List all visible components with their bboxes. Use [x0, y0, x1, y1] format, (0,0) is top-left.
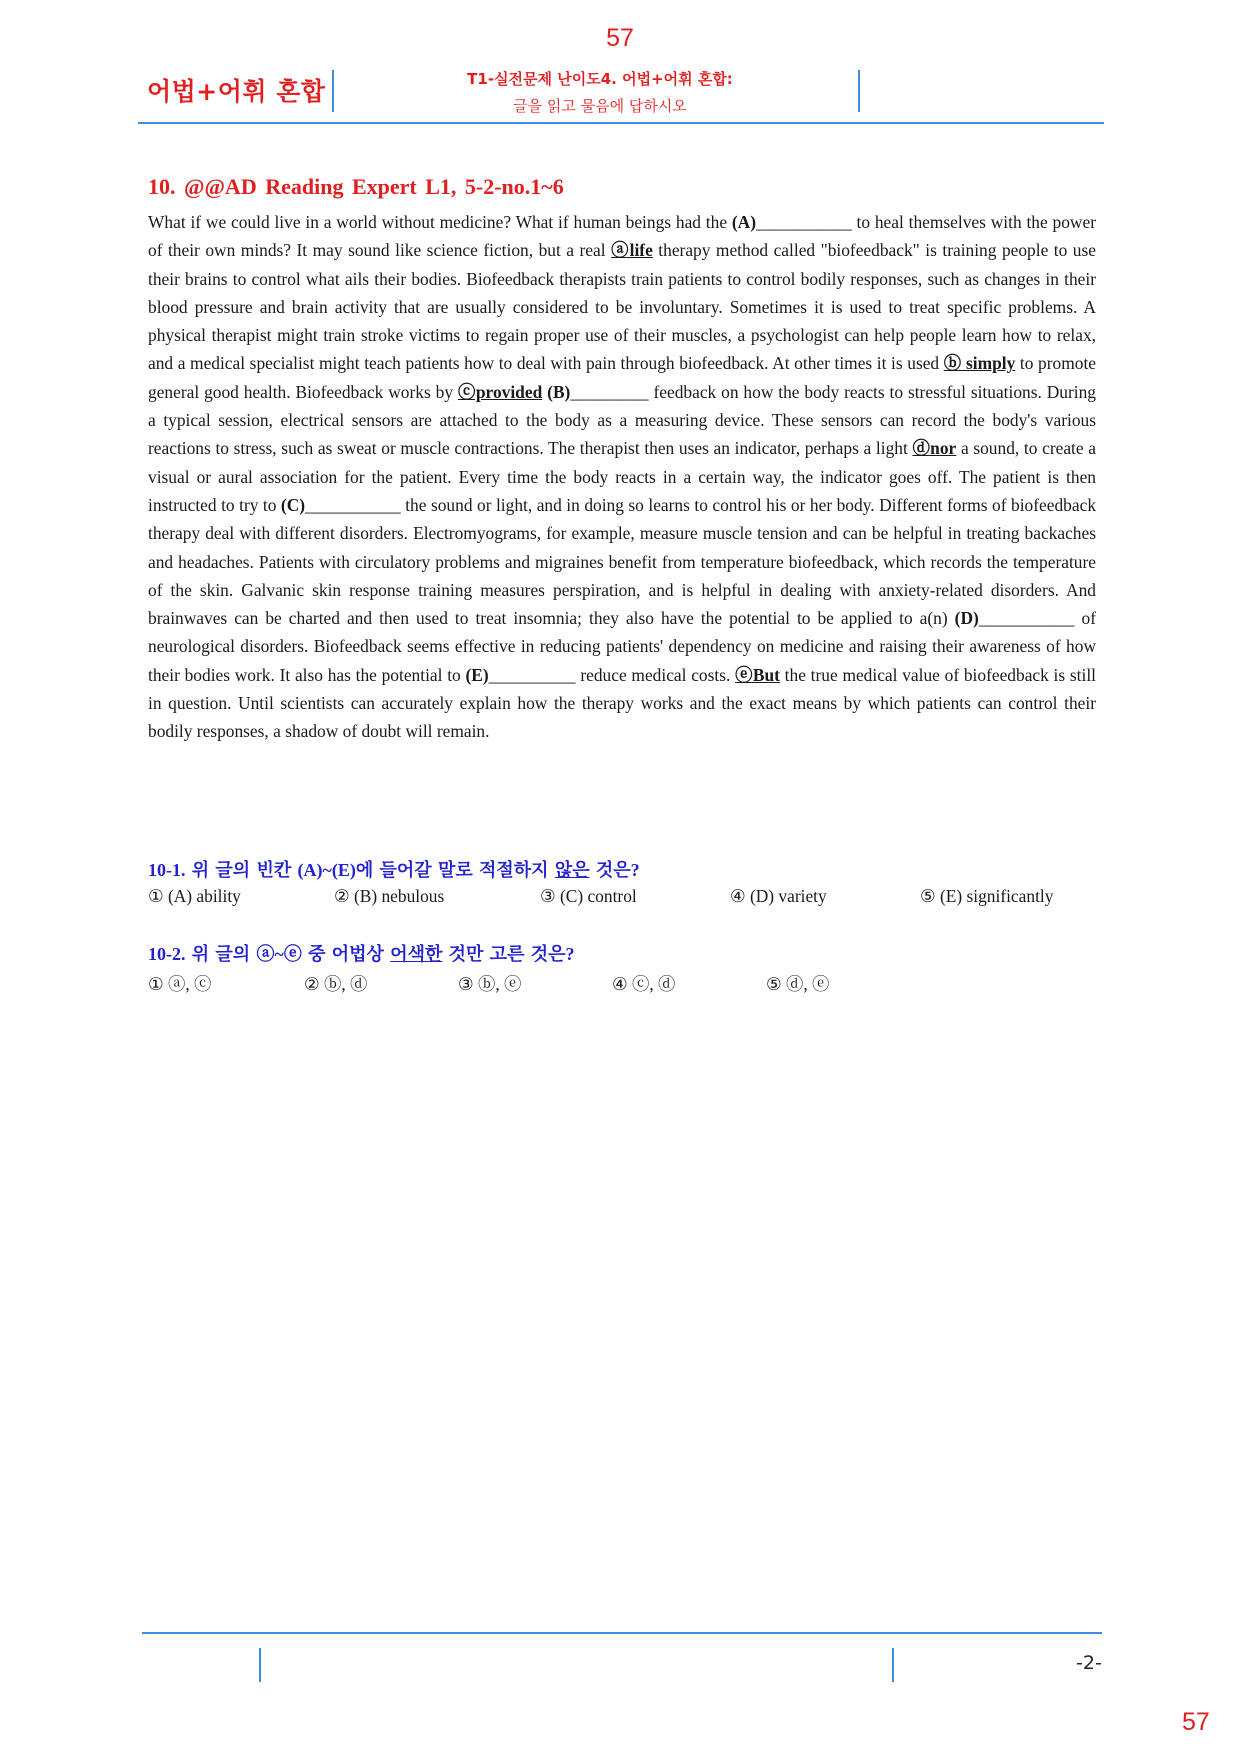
blank-e-label: (E) [465, 664, 489, 685]
blank-b-label: (B) [547, 381, 571, 402]
subtitle-line2: 글을 읽고 물음에 답하시오 [513, 97, 687, 115]
choice-10-1-5[interactable]: ⑤ (E) significantly [920, 886, 1054, 906]
mark-a: ⓐlife [611, 240, 653, 261]
emphasis-awkward: 어색한 [390, 944, 443, 965]
choice-10-1-1[interactable]: ① (A) ability [148, 886, 241, 906]
header-divider-left [332, 70, 334, 112]
question-10-1-stem: 10-1. 위 글의 빈칸 (A)~(E)에 들어갈 말로 적절하지 않은 것은? [148, 860, 640, 881]
page-number-bottom: 57 [1182, 1708, 1210, 1736]
choice-10-1-4[interactable]: ④ (D) variety [730, 886, 827, 906]
page-number-top: 57 [606, 24, 634, 52]
choice-10-2-3[interactable]: ③ ⓑ, ⓔ [458, 974, 522, 994]
blank-d-label: (D) [954, 608, 979, 629]
blank-a: ___________ [756, 212, 852, 232]
choice-10-1-3[interactable]: ③ (C) control [540, 886, 637, 906]
question-10-1-choices [148, 886, 1108, 912]
question-10-2-stem: 10-2. 위 글의 ⓐ~ⓔ 중 어법상 어색한 것만 고른 것은? [148, 944, 575, 965]
choice-10-2-5[interactable]: ⑤ ⓓ, ⓔ [766, 974, 830, 994]
question-title: 10. @@AD Reading Expert L1, 5-2-no.1~6 [148, 174, 564, 199]
mark-b: ⓑ simply [943, 353, 1016, 374]
footer-rule [142, 1632, 1102, 1634]
blank-c: ___________ [305, 494, 401, 515]
choice-10-2-1[interactable]: ① ⓐ, ⓒ [148, 974, 212, 994]
blank-b: _________ [570, 381, 649, 402]
header-subtitle [340, 66, 860, 120]
mark-c: ⓒprovided [457, 381, 543, 402]
question-10-2-choices [148, 970, 1108, 996]
blank-a-label: (A) [731, 212, 757, 232]
subtitle-line1: T1-실전문제 난이도4. 어법+어휘 혼합: [467, 70, 733, 88]
emphasis-not: 않은 [554, 860, 590, 881]
mark-e: ⓔBut [735, 664, 780, 685]
passage-text: What if we could live in a world without medicine? What if human beings had the (A)___________ to heal themselves with the power of their own minds? It may sound like science fiction, but a real ⓐlife therapy method called "biofeedback" is training people to use their brains to control what ails their bodies. Biofeedback therapists train patients to control bodily responses, such as changes in their blood pressure and brain activity that are usually considered to be involuntary. Sometimes it is used to treat specific problems. A physical therapist might train stroke victims to regain proper use of their muscles, a psychologist can help people learn how to relax, and a medical specialist might teach patients how to deal with pain through biofeedback. At other times it is used ⓑ simply to promote general good health. Biofeedback works by ⓒprovided (B)_________ feedback on how the body reacts to stressful situations. During a typical session, electrical sensors are attached to the body as a measuring device. These sensors can record the body's various reactions to stress, such as sweat or muscle contractions. The therapist then uses an indicator, perhaps a light ⓓnor a sound, to create a visual or aural association for the patient. Every time the body reacts in a certain way, the indicator goes off. The patient is then instructed to try to (C)___________ the sound or light, and in doing so learns to control his or her body. Different forms of biofeedback therapy deal with different disorders. Electromyograms, for example, measure muscle tension and can be helpful in treating backaches and headaches. Patients with circulatory problems and migraines benefit from temperature biofeedback, which records the temperature of the skin. Galvanic skin response training measures perspiration, and is helpful in dealing with anxiety-related disorders. And brainwaves can be charted and then used to treat insomnia; they also have the potential to be applied to a(n) (D)___________ of neurological disorders. Biofeedback seems effective in reducing patients' dependency on medicine and raising their awareness of how their bodies work. It also has the potential to (E)__________ reduce medical costs. ⓔBut the true medical value of biofeedback is still in question. Until scientists can accurately explain how the therapy works and the exact means by which patients can control their bodily responses, a shadow of doubt will remain. [148, 212, 1097, 742]
blank-d: ___________ [978, 608, 1075, 629]
category-title: 어법+어휘 혼합 [147, 77, 326, 106]
header-rule [138, 122, 1104, 124]
header-divider-right [858, 70, 860, 112]
mark-d: ⓓnor [912, 438, 957, 459]
footer-page-label: -2- [1076, 1652, 1102, 1674]
choice-10-2-4[interactable]: ④ ⓒ, ⓓ [612, 974, 676, 994]
blank-c-label: (C) [280, 494, 306, 515]
footer-divider-left [259, 1648, 261, 1682]
footer-divider-right [892, 1648, 894, 1682]
choice-10-1-2[interactable]: ② (B) nebulous [334, 886, 445, 906]
blank-e: __________ [488, 664, 576, 685]
choice-10-2-2[interactable]: ② ⓑ, ⓓ [304, 974, 368, 994]
